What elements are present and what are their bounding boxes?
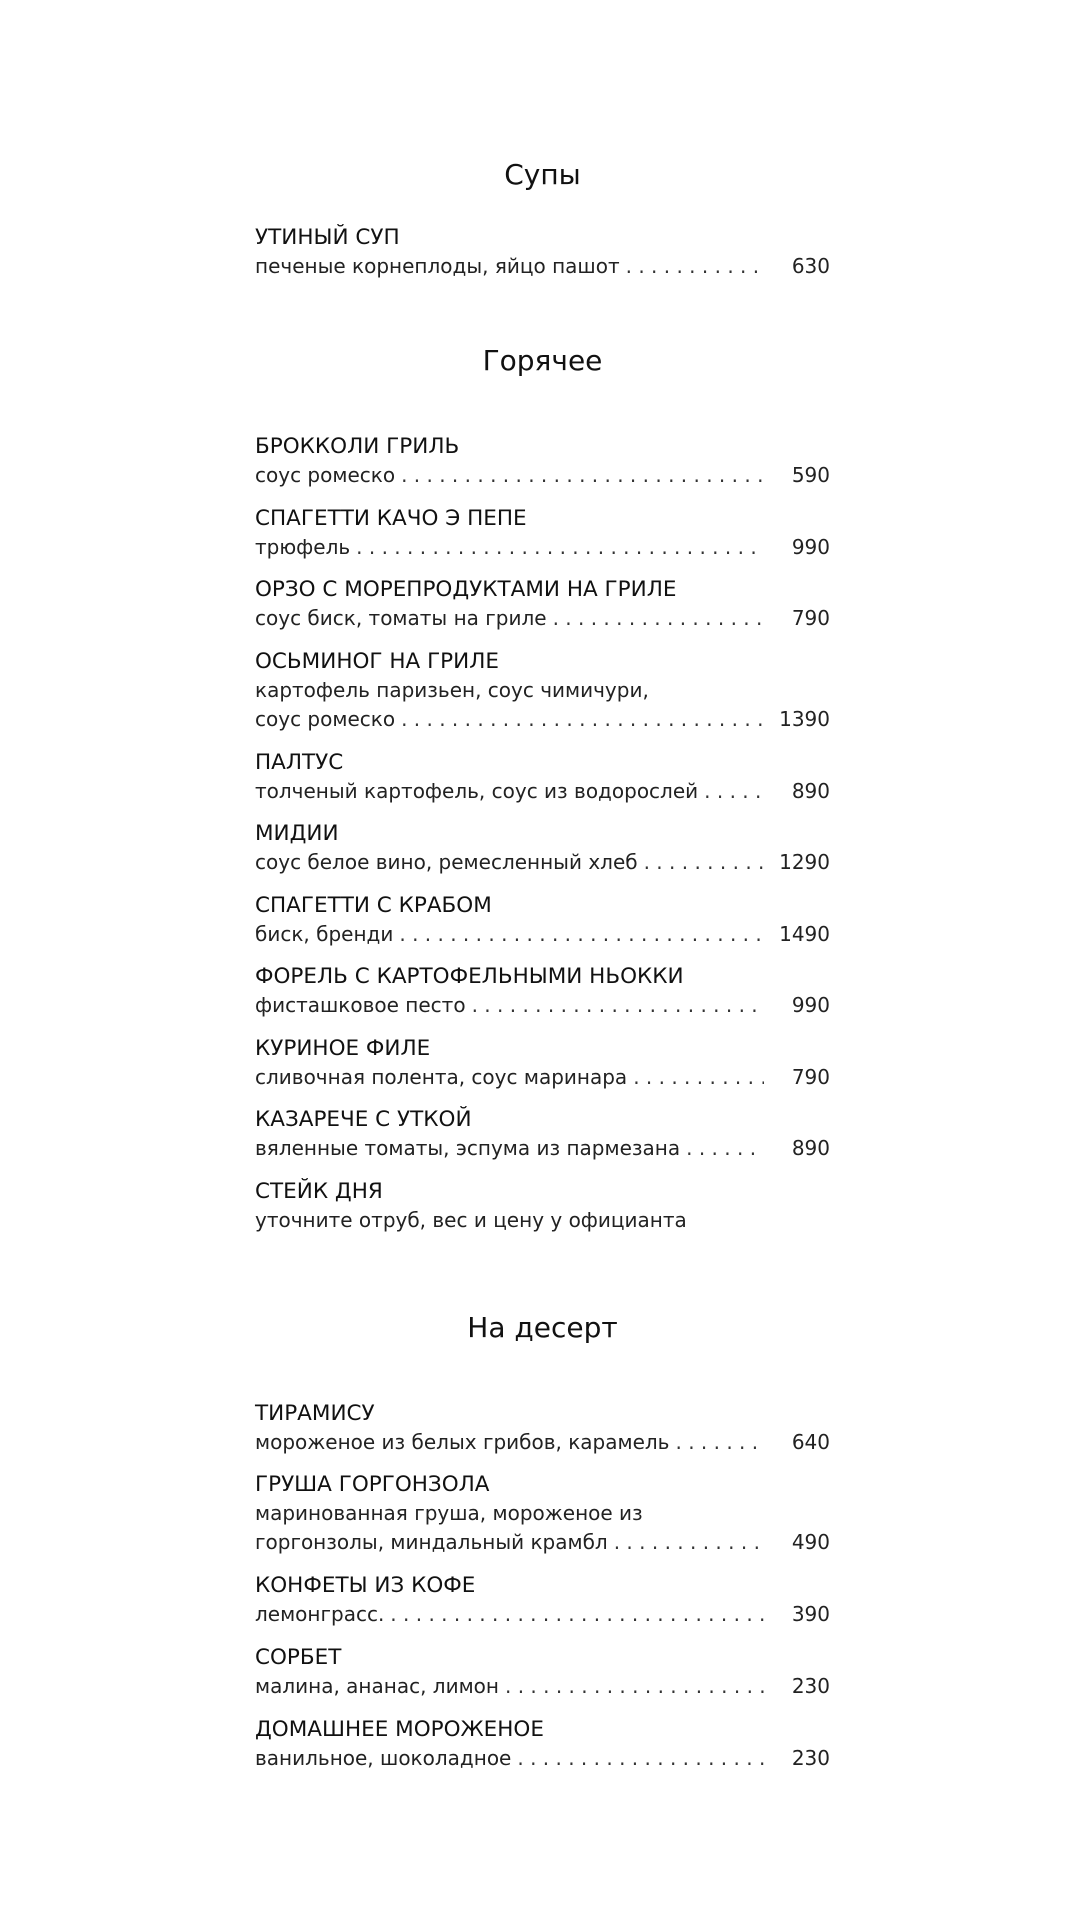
- menu-item-desc: уточните отруб, вес и цену у официанта: [255, 1208, 687, 1232]
- section-title-dessert: На десерт: [467, 1311, 618, 1344]
- menu-item-desc-row: [255, 1672, 830, 1701]
- menu-item-desc: трюфель: [255, 535, 351, 559]
- menu-item: [255, 819, 830, 877]
- dot-leader: [553, 604, 764, 633]
- menu-item-price: 230: [791, 1746, 830, 1770]
- menu-item-desc: соус ромеско: [255, 463, 396, 487]
- menu-item-name: ТИРАМИСУ: [255, 1401, 375, 1426]
- menu-item-desc: горгонзолы, миндальный крамбл: [255, 1530, 608, 1554]
- dot-leader: [390, 1600, 764, 1629]
- menu-item-name: ОРЗО С МОРЕПРОДУКТАМИ НА ГРИЛЕ: [255, 577, 677, 602]
- menu-item-name: СПАГЕТТИ С КРАБОМ: [255, 893, 492, 918]
- dot-leader: [675, 1428, 764, 1457]
- menu-item-name: ФОРЕЛЬ С КАРТОФЕЛЬНЫМИ НЬОККИ: [255, 964, 684, 989]
- menu-item-desc: картофель паризьен, соус чимичури,: [255, 678, 649, 702]
- menu-item-name: КОНФЕТЫ ИЗ КОФЕ: [255, 1573, 476, 1598]
- dot-leader: [626, 252, 764, 281]
- menu-item-price: 490: [791, 1530, 830, 1554]
- dot-leader: [472, 991, 764, 1020]
- menu-item-price: 790: [791, 1065, 830, 1089]
- menu-item-desc-row: [255, 1600, 830, 1629]
- menu-item: [255, 1571, 830, 1629]
- menu-item: [255, 962, 830, 1020]
- menu-item: [255, 1643, 830, 1701]
- menu-item: [255, 891, 830, 949]
- menu-item-name: ПАЛТУС: [255, 750, 344, 775]
- menu-item-desc-row: [255, 461, 830, 490]
- menu-item: [255, 432, 830, 490]
- menu-item-name: БРОККОЛИ ГРИЛЬ: [255, 434, 460, 459]
- dot-leader: [614, 1528, 764, 1557]
- menu-item-price: 630: [791, 254, 830, 278]
- menu-item-desc: толченый картофель, соус из водорослей: [255, 779, 699, 803]
- menu-item: [255, 504, 830, 562]
- menu-item-desc-row: [255, 533, 830, 562]
- menu-item-desc: маринованная груша, мороженое из: [255, 1501, 643, 1525]
- dot-leader: [401, 461, 764, 490]
- dot-leader: [686, 1134, 764, 1163]
- menu-item: [255, 647, 830, 734]
- menu-item-price: 890: [791, 1136, 830, 1160]
- menu-item-desc: биск, бренди: [255, 922, 394, 946]
- menu-item-price: 590: [791, 463, 830, 487]
- menu-item-name: ОСЬМИНОГ НА ГРИЛЕ: [255, 649, 499, 674]
- menu-item-desc-row: [255, 1063, 830, 1092]
- menu-item-desc: сливочная полента, соус маринара: [255, 1065, 628, 1089]
- menu-item-name: СПАГЕТТИ КАЧО Э ПЕПЕ: [255, 506, 527, 531]
- menu-item-desc-row: [255, 920, 830, 949]
- section-title-soups: Супы: [504, 158, 581, 191]
- menu-item-price: 790: [791, 606, 830, 630]
- menu-item-price: 990: [791, 535, 830, 559]
- menu-item-price: 1390: [779, 707, 830, 731]
- menu-item: [255, 748, 830, 806]
- dot-leader: [633, 1063, 764, 1092]
- menu-item-desc: фисташковое песто: [255, 993, 466, 1017]
- dot-leader: [356, 533, 764, 562]
- menu-item-name: МИДИИ: [255, 821, 339, 846]
- dot-leader: [505, 1672, 764, 1701]
- menu-item-desc: малина, ананас, лимон: [255, 1674, 499, 1698]
- menu-item-desc: соус ромеско: [255, 707, 396, 731]
- menu-item-desc-row: [255, 1428, 830, 1457]
- menu-item: [255, 1177, 830, 1235]
- section-title-hot: Горячее: [482, 344, 603, 377]
- menu-item-desc: вяленные томаты, эспума из пармезана: [255, 1136, 681, 1160]
- menu-item-desc: мороженое из белых грибов, карамель: [255, 1430, 670, 1454]
- menu-item-desc: соус биск, томаты на гриле: [255, 606, 547, 630]
- menu-item: [255, 1034, 830, 1092]
- menu-item-desc-row: [255, 777, 830, 806]
- dot-leader: [644, 848, 764, 877]
- menu-item-price: 390: [791, 1602, 830, 1626]
- menu-item-desc-row: [255, 1528, 830, 1557]
- menu-item-price: 890: [791, 779, 830, 803]
- dot-leader: [704, 777, 764, 806]
- menu-item-name: СОРБЕТ: [255, 1645, 342, 1670]
- menu-item: [255, 1470, 830, 1557]
- menu-item-desc-row: [255, 252, 830, 281]
- menu-item-name: КУРИНОЕ ФИЛЕ: [255, 1036, 431, 1061]
- menu-item-price: 230: [791, 1674, 830, 1698]
- menu-item-price: 640: [791, 1430, 830, 1454]
- menu-item-name: КАЗАРЕЧЕ С УТКОЙ: [255, 1107, 472, 1132]
- menu-item-desc: ванильное, шоколадное: [255, 1746, 512, 1770]
- menu-item-desc-row: [255, 1744, 830, 1773]
- menu-item-desc: печеные корнеплоды, яйцо пашот: [255, 254, 620, 278]
- menu-item-name: ДОМАШНЕЕ МОРОЖЕНОЕ: [255, 1717, 544, 1742]
- menu-item-desc: соус белое вино, ремесленный хлеб: [255, 850, 638, 874]
- menu-item-desc-row: [255, 848, 830, 877]
- menu-item-name: СТЕЙК ДНЯ: [255, 1179, 383, 1204]
- menu-item: [255, 1105, 830, 1163]
- menu-item: [255, 575, 830, 633]
- menu-item-desc: лемонграсс.: [255, 1602, 385, 1626]
- dot-leader: [517, 1744, 764, 1773]
- menu-item: [255, 1715, 830, 1773]
- dot-leader: [401, 705, 764, 734]
- menu-item-desc-row: [255, 604, 830, 633]
- menu-item-name: УТИНЫЙ СУП: [255, 225, 400, 250]
- menu-item-desc-row: [255, 991, 830, 1020]
- menu-item-desc-row: [255, 1134, 830, 1163]
- menu-item-name: ГРУША ГОРГОНЗОЛА: [255, 1472, 490, 1497]
- menu-item: [255, 223, 830, 281]
- menu-item-desc-row: [255, 705, 830, 734]
- menu-item-price: 990: [791, 993, 830, 1017]
- menu-item-price: 1290: [779, 850, 830, 874]
- menu-item: [255, 1399, 830, 1457]
- menu-item-price: 1490: [779, 922, 830, 946]
- dot-leader: [399, 920, 764, 949]
